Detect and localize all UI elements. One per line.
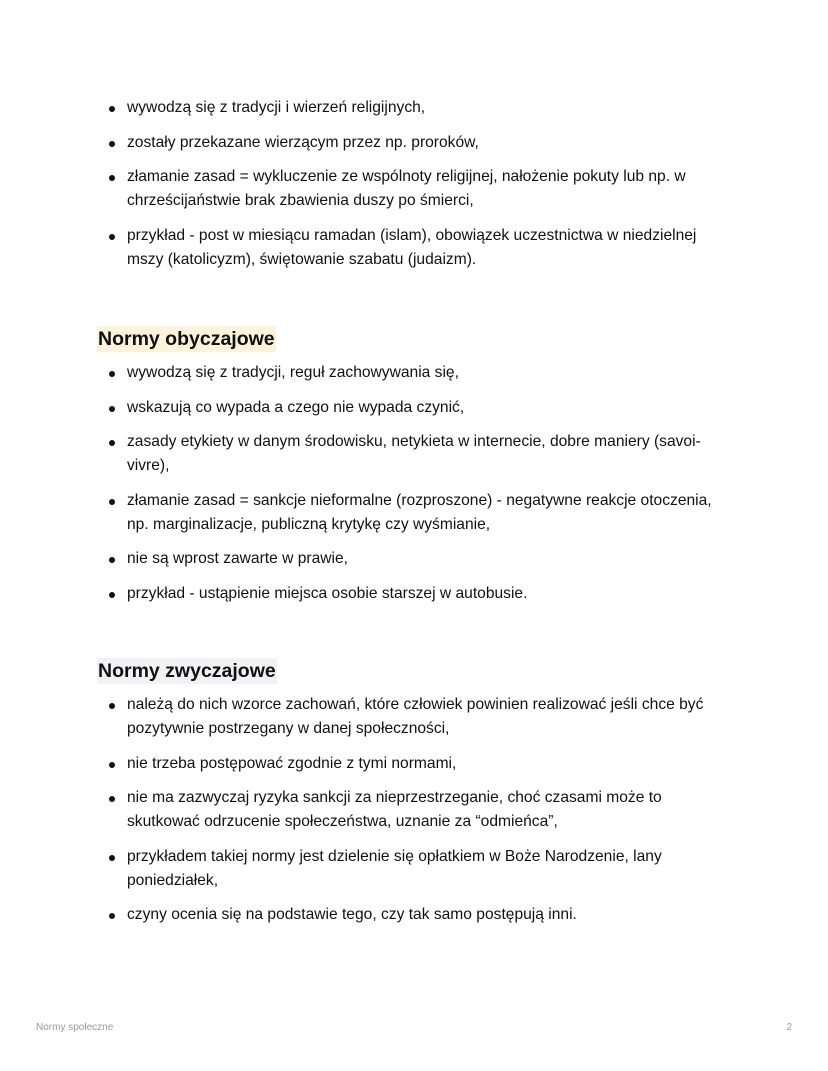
bullet-icon	[109, 592, 115, 598]
bullet-icon	[109, 796, 115, 802]
list-item-text: przykład - ustąpienie miejsca osobie starszej w autobusie.	[127, 584, 528, 602]
bullet-icon	[109, 913, 115, 919]
list-item	[108, 430, 728, 478]
page-number: 2	[786, 1022, 792, 1033]
list-item	[108, 693, 728, 741]
religious-norms-list	[108, 96, 728, 282]
list-item	[108, 547, 728, 571]
list-item-text: przykładem takiej normy jest dzielenie się opłatkiem w Boże Narodzenie, lany poniedziałek,	[127, 847, 662, 889]
bullet-icon	[109, 175, 115, 181]
list-item-text: nie ma zazwyczaj ryzyka sankcji za nieprzestrzeganie, choć czasami może to skutkować odrzucenie społeczeństwa, uznanie za “odmieńca”,	[127, 789, 662, 830]
section-heading-obyczajowe: Normy obyczajowe	[98, 328, 275, 350]
footer-title: Normy społeczne	[36, 1022, 114, 1033]
list-item-text: nie trzeba postępować zgodnie z tymi normami,	[127, 754, 457, 772]
bullet-icon	[109, 141, 115, 147]
list-item-text: wywodzą się z tradycji, reguł zachowywania się,	[127, 364, 459, 381]
list-item-text: złamanie zasad = wykluczenie ze wspólnoty religijnej, nałożenie pokuty lub np. w chrześcijaństwie brak zbawienia duszy po śmierci,	[127, 168, 686, 209]
list-item-text: wskazują co wypada a czego nie wypada czynić,	[127, 398, 465, 416]
list-item-text: czyny ocenia się na podstawie tego, czy tak samo postępują inni.	[127, 906, 577, 923]
list-item	[108, 131, 728, 155]
list-item-text: wywodzą się z tradycji i wierzeń religijnych,	[127, 99, 426, 116]
list-item	[108, 903, 728, 927]
bullet-icon	[109, 371, 115, 377]
list-item	[108, 361, 728, 385]
list-item	[108, 165, 728, 213]
list-item-text: złamanie zasad = sankcje nieformalne (rozproszone) - negatywne reakcje otoczenia, np. marginalizacje, publiczną krytykę czy wyśmianie,	[127, 491, 712, 533]
list-item	[108, 786, 728, 834]
list-item-text: zasady etykiety w danym środowisku, netykieta w internecie, dobre maniery (savoi-vivre),	[127, 433, 701, 474]
list-item	[108, 489, 728, 537]
bullet-icon	[109, 106, 115, 112]
list-item-text: nie są wprost zawarte w prawie,	[127, 550, 349, 567]
bullet-icon	[109, 762, 115, 768]
list-item	[108, 582, 728, 606]
list-item-text: przykład - post w miesiącu ramadan (islam), obowiązek uczestnictwa w niedzielnej mszy (katolicyzm), świętowanie szabatu (judaizm).	[127, 226, 697, 268]
list-item	[108, 96, 728, 120]
list-item-text: należą do nich wzorce zachowań, które człowiek powinien realizować jeśli chce być pozytywnie postrzegany w danej społeczności,	[127, 696, 704, 737]
habitual-norms-list	[108, 693, 728, 938]
bullet-icon	[109, 557, 115, 563]
list-item	[108, 224, 728, 272]
bullet-icon	[109, 855, 115, 861]
bullet-icon	[109, 703, 115, 709]
list-item-text: zostały przekazane wierzącym przez np. proroków,	[127, 133, 479, 151]
bullet-icon	[109, 499, 115, 505]
bullet-icon	[109, 406, 115, 412]
bullet-icon	[109, 440, 115, 446]
bullet-icon	[109, 234, 115, 240]
list-item	[108, 845, 728, 893]
list-item	[108, 752, 728, 776]
list-item	[108, 396, 728, 420]
section-heading-zwyczajowe: Normy zwyczajowe	[98, 660, 276, 682]
customary-norms-list	[108, 361, 728, 616]
